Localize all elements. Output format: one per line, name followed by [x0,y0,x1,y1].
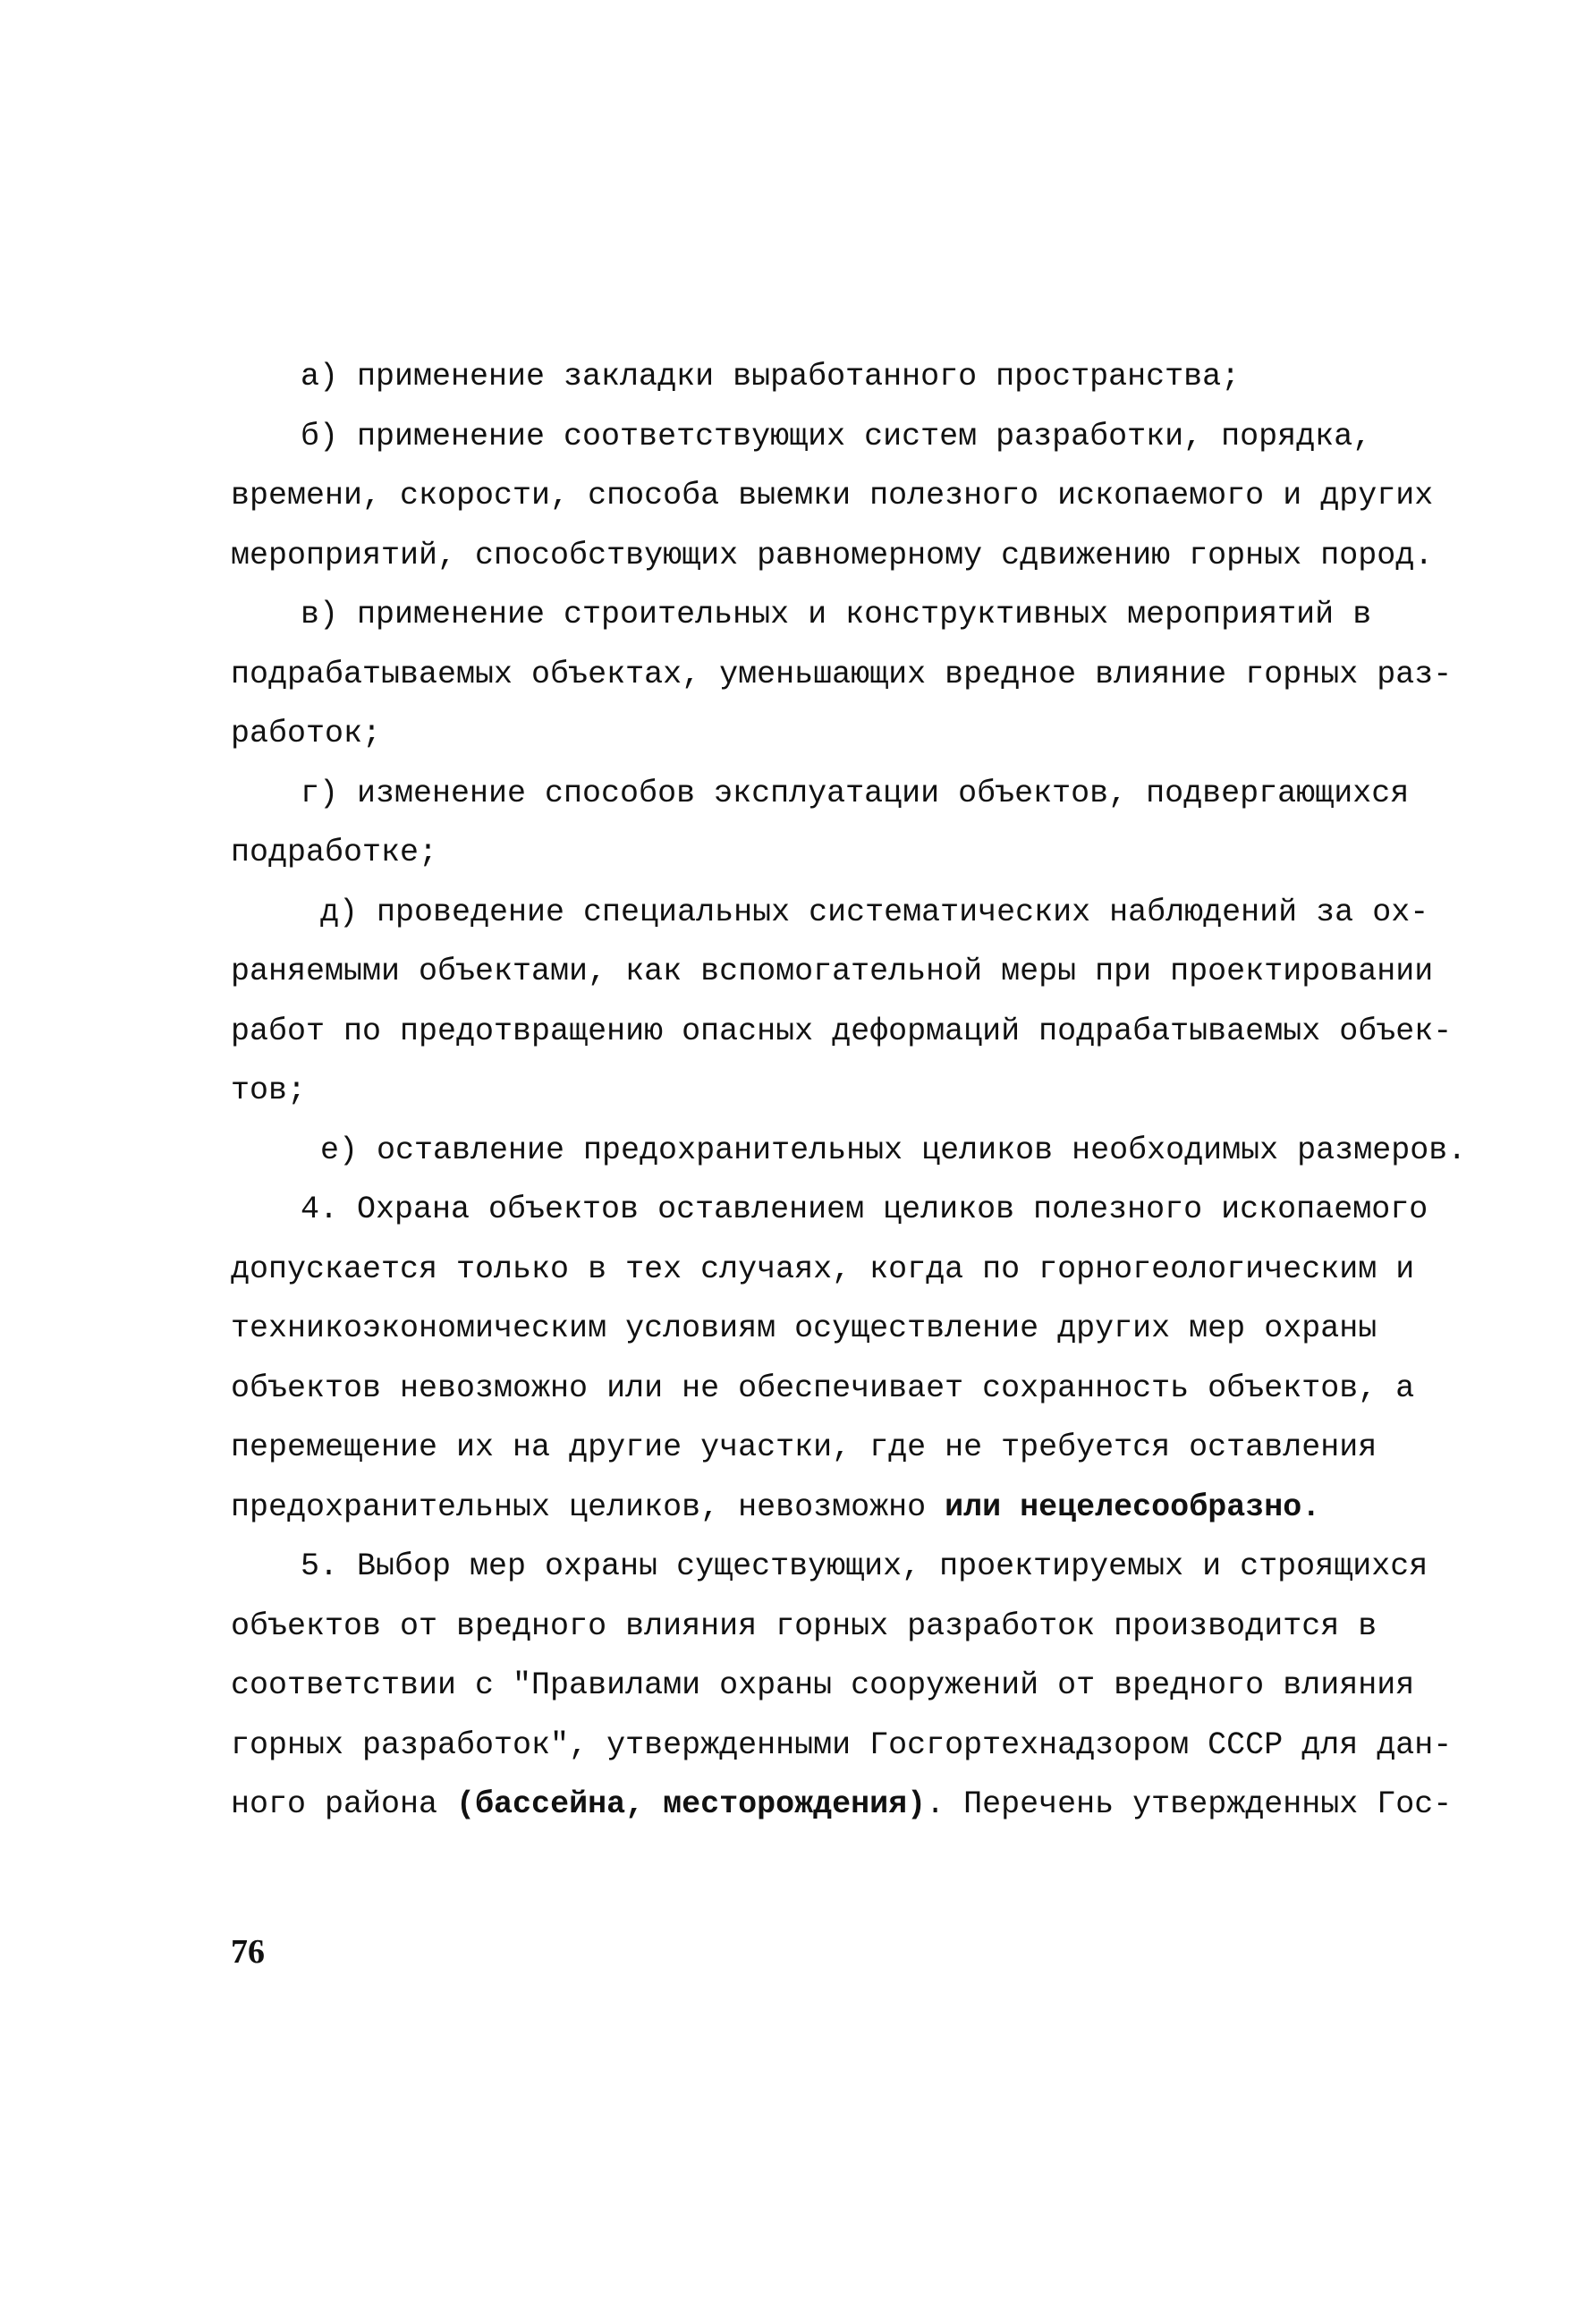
text-line: тов; [231,1073,307,1108]
text-line: раняемыми объектами, как вспомогательной меры при проектировании [231,954,1434,989]
body-text [231,347,1467,1835]
text-line: горных разработок", утвержденными Госгортехнадзором СССР для дан- [231,1726,1453,1763]
text-line: б) применение соответствующих систем разработки, порядка, [301,418,1372,454]
text-line: ного района (бассейна, месторождения). Перечень утвержденных Гос- [231,1786,1453,1822]
bold-text: или нецелесообразно. [926,1489,1321,1525]
text-line: объектов невозможно или не обеспечивает сохранность объектов, а [231,1370,1415,1406]
text-line: в) применение строительных и конструктивных мероприятий в [301,597,1372,632]
page-number: 76 [231,1933,265,1971]
text-line: времени, скорости, способа выемки полезного ископаемого и других [231,478,1434,513]
text-line: объектов от вредного влияния горных разработок производится в [231,1607,1377,1644]
text-line: работ по предотвращению опасных деформаций подрабатываемых объек- [231,1013,1453,1049]
text-line: е) оставление предохранительных целиков необходимых размеров. [320,1132,1467,1168]
text-line: техникоэкономическим условиям осуществление других мер охраны [231,1310,1377,1346]
text-line: а) применение закладки выработанного пространства; [301,359,1241,394]
text-line: д) проведение специальных систематических наблюдений за ох- [320,894,1429,930]
text-line: г) изменение способов эксплуатации объектов, подвергающихся [301,775,1410,811]
text-line: соответствии с "Правилами охраны сооружений от вредного влияния [231,1667,1415,1703]
text-line: допускается только в тех случаях, когда по горногеологическим и [231,1251,1415,1287]
text-line: предохранительных целиков, невозможно или нецелесообразно. [231,1489,1321,1525]
text-line: работок; [231,716,382,751]
text-line: подработке; [231,835,438,870]
text-line: 4. Охрана объектов оставлением целиков полезного ископаемого [301,1192,1428,1227]
text-line: 5. Выбор мер охраны существующих, проектируемых и строящихся [301,1548,1428,1584]
bold-text: (бассейна, месторождения) [456,1786,927,1822]
text-line: мероприятий, способствующих равномерному сдвижению горных пород. [231,537,1434,573]
text-line: подрабатываемых объектах, уменьшающих вредное влияние горных раз- [231,656,1453,692]
text-line: перемещение их на другие участки, где не требуется оставления [231,1429,1377,1465]
